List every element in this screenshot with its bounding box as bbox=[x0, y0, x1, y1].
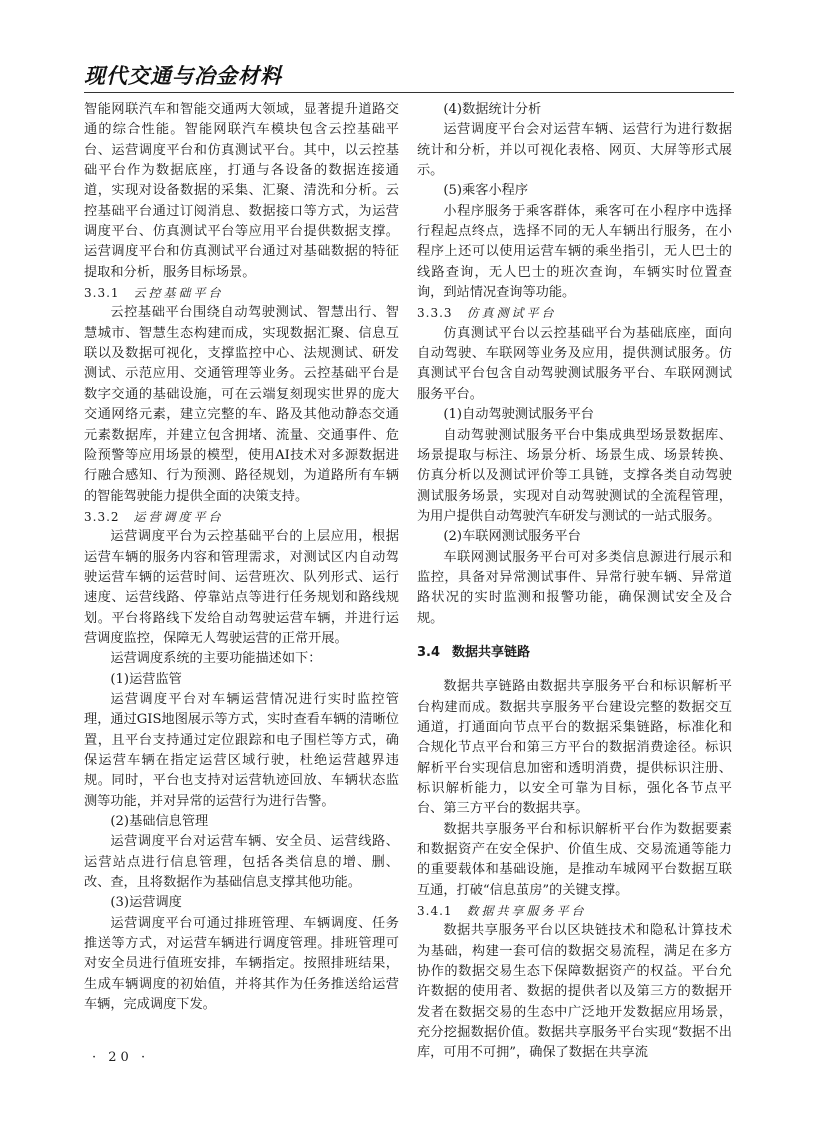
paragraph: 车联网测试服务平台可对多类信息源进行展示和监控，具备对异常测试事件、异常行驶车辆、异常道路状况的实时监测和报警功能，确保测试安全及合规。 bbox=[417, 549, 732, 626]
paragraph: 运营调度平台为云控基础平台的上层应用，根据运营车辆的服务内容和管理需求，对测试区内自动驾驶运营车辆的运营时间、运营班次、队列形式、运行速度、运营线路、停靠站点等进行任务规划和路线规划。平台将路线下发给自动驾驶运营车辆，并进行运营调度监控，保障无人驾驶运营的正常开展。 bbox=[84, 529, 399, 646]
list-item-heading: (3)运营调度 bbox=[110, 895, 182, 911]
paragraph: 云控基础平台围绕自动驾驶测试、智慧出行、智慧城市、智慧生态构建而成，实现数据汇聚、信息互联以及数据可视化，支撑监控中心、法规测试、研发测试、示范应用、交通管理等业务。云控基础平台是数字交通的基础设施，可在云端复刻现实世界的庞大交通网络元素，建立完整的车、路及其他动静态交通元素数据库，并建立包含拥堵、流量、交通事件、危险预警等应用场景的模型，使用AI技术对多源数据进行融合感知、行为预测、路径规划，为道路所有车辆的智能驾驶能力提供全面的决策支持。 bbox=[84, 305, 399, 504]
paragraph: 运营调度平台对运营车辆、安全员、运营线路、运营站点进行信息管理，包括各类信息的增、删、改、查，且将数据作为基础信息支撑其他功能。 bbox=[84, 834, 399, 891]
heading-title: 运营调度平台 bbox=[133, 509, 224, 524]
paragraph: 小程序服务于乘客群体，乘客可在小程序中选择行程起点终点，选择不同的无人车辆出行服务，在小程序上还可以使用运营车辆的乘坐指引，无人巴士的线路查询，无人巴士的班次查询，车辆实时位置查询，到站情况查询等功能。 bbox=[417, 203, 732, 301]
section-heading bbox=[417, 643, 732, 663]
list-item-heading: (2)基础信息管理 bbox=[110, 814, 209, 830]
page-number: · 20 · bbox=[92, 1050, 150, 1065]
heading-number: 3.4 bbox=[417, 644, 441, 660]
subsection-heading bbox=[84, 283, 399, 303]
header-divider bbox=[84, 92, 734, 93]
right-column bbox=[417, 100, 732, 1064]
heading-number: 3.3.3 bbox=[417, 306, 453, 321]
paragraph: 运营调度平台会对运营车辆、运营行为进行数据统计和分析，并以可视化表格、网页、大屏等形式展示。 bbox=[417, 122, 732, 179]
subsection-heading bbox=[84, 507, 399, 527]
heading-title: 数据共享服务平台 bbox=[466, 904, 587, 919]
paragraph: 智能网联汽车和智能交通两大领域，显著提升道路交通的综合性能。智能网联汽车模块包含云控基础平台、运营调度平台和仿真测试平台。其中，以云控基础平台作为数据底座，打通与各设备的数据连接通道，实现对设备数据的采集、汇聚、清洗和分析。云控基础平台通过订阅消息、数据接口等方式，为运营调度平台、仿真测试平台等应用平台提供数据支撑。运营调度平台和仿真测试平台通过对基础数据的特征提取和分析，服务目标场景。 bbox=[84, 102, 399, 280]
paragraph: 数据共享服务平台以区块链技术和隐私计算技术为基础，构建一套可信的数据交易流程，满足在多方协作的数据交易生态下保障数据资产的权益。平台允许数据的使用者、数据的提供者以及第三方的数据开发者在数据交易的生态中广泛地开发数据应用场景，充分挖掘数据价值。数据共享服务平台实现“数据不出库，可用不可拥”，确保了数据在共享流 bbox=[417, 923, 732, 1061]
paragraph: 运营调度系统的主要功能描述如下： bbox=[110, 651, 322, 667]
heading-number: 3.4.1 bbox=[417, 904, 453, 919]
journal-logo: 现代交通与冶金材料 bbox=[84, 64, 282, 88]
subsection-heading bbox=[417, 901, 732, 921]
heading-title: 云控基础平台 bbox=[133, 286, 224, 301]
paragraph: 运营调度平台可通过排班管理、车辆调度、任务推送等方式，对运营车辆进行调度管理。排班管理可对安全员进行值班安排，车辆指定。按照排班结果，生成车辆调度的初始值，并将其作为任务推送给运营车辆，完成调度下发。 bbox=[84, 915, 399, 1013]
heading-title: 数据共享链路 bbox=[452, 644, 531, 660]
list-item-heading: (2)车联网测试服务平台 bbox=[443, 529, 581, 545]
paragraph: 自动驾驶测试服务平台中集成典型场景数据库、场景提取与标注、场景分析、场景生成、场景转换、仿真分析以及测试评价等工具链，支撑各类自动驾驶测试服务场景，实现对自动驾驶测试的全流程管理，为用户提供自动驾驶汽车研发与测试的一站式服务。 bbox=[417, 427, 732, 524]
paragraph: 运营调度平台对车辆运营情况进行实时监控管理，通过GIS地图展示等方式，实时查看车辆的清晰位置，且平台支持通过定位跟踪和电子围栏等方式，确保运营车辆在指定运营区域行驶，杜绝运营越界违规。同时，平台也支持对运营轨迹回放、车辆状态监测等功能，并对异常的运营行为进行告警。 bbox=[84, 691, 399, 809]
list-item-heading: (4)数据统计分析 bbox=[443, 102, 542, 117]
list-item-heading: (1)自动驾驶测试服务平台 bbox=[443, 407, 594, 423]
paragraph: 数据共享服务平台和标识解析平台作为数据要素和数据资产在安全保护、价值生成、交易流通等能力的重要载体和基础设施，是推动车城网平台数据互联互通，打破“信息茧房”的关键支撑。 bbox=[417, 821, 732, 898]
paragraph: 仿真测试平台以云控基础平台为基础底座，面向自动驾驶、车联网等业务及应用，提供测试服务。仿真测试平台包含自动驾驶测试服务平台、车联网测试服务平台。 bbox=[417, 325, 732, 402]
heading-number: 3.3.2 bbox=[84, 509, 120, 524]
heading-title: 仿真测试平台 bbox=[466, 306, 557, 321]
paragraph: 数据共享链路由数据共享服务平台和标识解析平台构建而成。数据共享服务平台建设完整的数据交互通道，打通面向节点平台的数据采集链路，标准化和合规化节点平台和第三方平台的数据消费途径。标识解析平台实现信息加密和透明消费，提供标识注册、标识解析能力，以安全可靠为目标，强化各节点平台、第三方平台的数据共享。 bbox=[417, 679, 732, 817]
heading-number: 3.3.1 bbox=[84, 286, 120, 301]
list-item-heading: (1)运营监管 bbox=[110, 671, 182, 687]
left-column bbox=[84, 100, 399, 1015]
subsection-heading bbox=[417, 303, 732, 323]
list-item-heading: (5)乘客小程序 bbox=[443, 183, 529, 199]
